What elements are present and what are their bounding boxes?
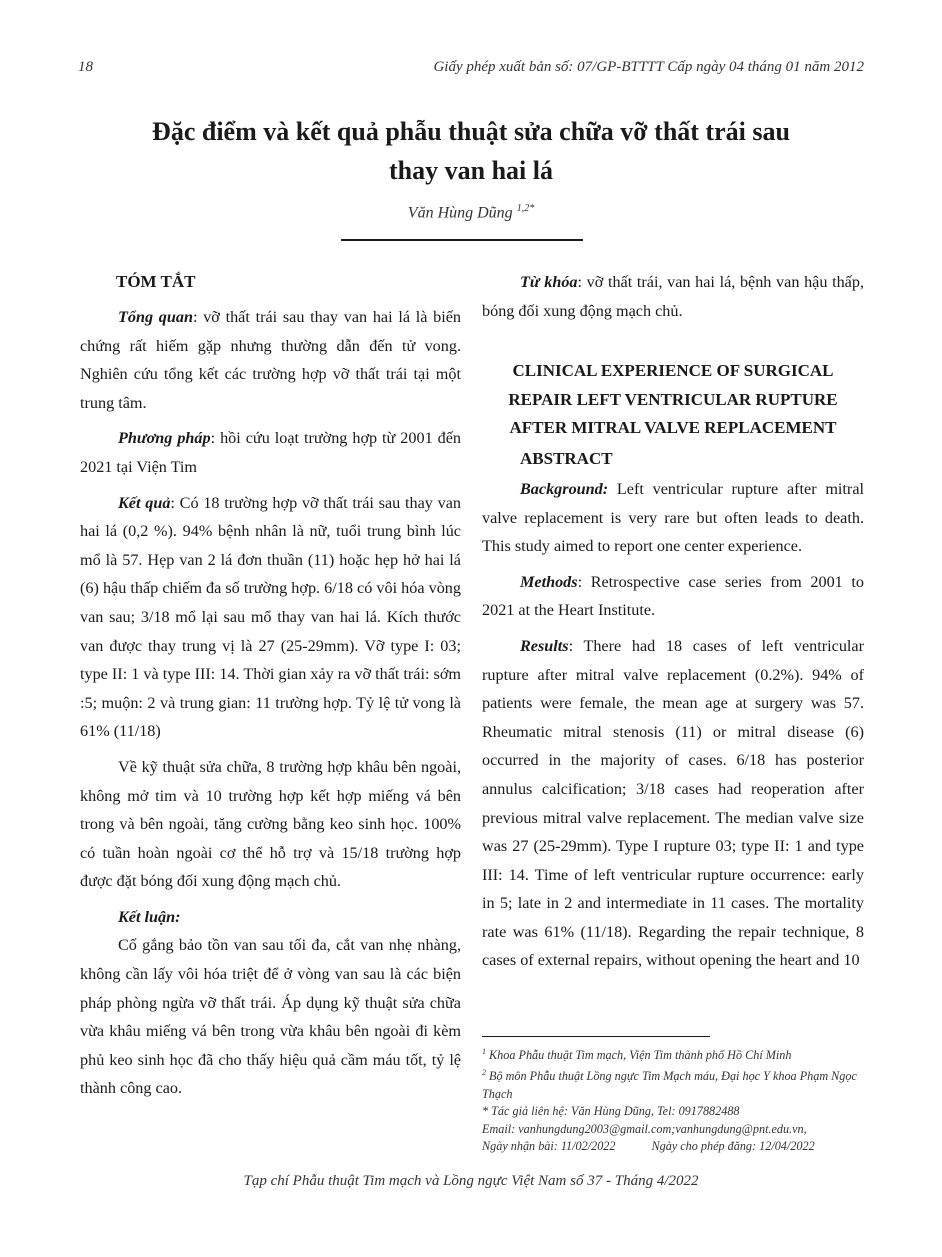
- author-affiliation: 1,2*: [516, 203, 535, 214]
- author-name: Văn Hùng Dũng: [407, 204, 513, 222]
- en-results-text: : There had 18 cases of left ventricular rupture after mitral valve replacement (0.2%). 94% of patients were female, the mean age at surgery was 57. Rheumatic mitral stenosis (11) or mitral disease (6) occurred in the majority of cases. 6/18 has posterior annulus calcification; 3/18 cases had reoperation after previous mitral valve replacement. The median valve size was 27 (25-29mm). Type I rupture 03; type II: 1 and type III: 14. Time of left ventricular rupture occurrence: early in 5; late in 2 and intermediate in 11 cases. The mortality rate was 61% (11/18). Regarding the repair technique, 8 cases of external repairs, without opening the heart and 10: [482, 636, 864, 970]
- overview-paragraph: [80, 303, 461, 417]
- article-title: [80, 112, 862, 190]
- en-results-label: Results: [520, 636, 569, 655]
- abstract-heading: ABSTRACT: [520, 448, 613, 468]
- en-results-paragraph: [482, 632, 864, 975]
- english-title: [482, 357, 864, 443]
- author-line: [0, 203, 942, 222]
- background-paragraph: [482, 475, 864, 561]
- footnote-affiliation-1: $^1$ Khoa Phẫu thuật Tim mạch, Viện Tim thành phố Hồ Chí Minh: [482, 1047, 792, 1063]
- english-title-line-1: CLINICAL EXPERIENCE OF SURGICAL: [512, 361, 834, 381]
- methods-text: : hồi cứu loạt trường hợp từ 2001 đến 2021 tại Viện Tim: [80, 429, 462, 476]
- conclusion-label: Kết luận:: [118, 907, 181, 926]
- received-date: Ngày nhận bài: 11/02/2022: [482, 1139, 616, 1154]
- summary-heading: TÓM TẮT: [116, 272, 196, 291]
- conclusion-text: Cố gắng bảo tồn van sau tối đa, cắt van nhẹ nhàng, không cần lấy vôi hóa triệt để ở vòng van sau là các biện pháp phòng ngừa vỡ thất trái. Áp dụng kỹ thuật sửa chữa vừa khâu miếng vá bên trong vừa khâu bên ngoài đi kèm phủ keo sinh học đã cho thấy hiệu quả cầm máu tốt, tỷ lệ thành công cao.: [80, 936, 461, 1098]
- results-label: Kết quả: [118, 493, 171, 512]
- en-methods-label: Methods: [520, 572, 578, 591]
- footnote-divider: [482, 1036, 710, 1037]
- footnote-contact: * Tác giả liên hệ: Văn Hùng Dũng, Tel: 0917882488: [482, 1104, 740, 1119]
- en-methods-paragraph: [482, 568, 864, 625]
- page-number: 18: [78, 59, 93, 75]
- english-title-line-2: REPAIR LEFT VENTRICULAR RUPTURE: [508, 389, 838, 409]
- author-divider: [341, 239, 583, 241]
- results-text: : Có 18 trường hợp vỡ thất trái sau thay van hai lá (0,2 %). 94% bệnh nhân là nữ, tuổi trung bình lúc mổ là 57. Hẹp van 2 lá đơn thuần (11) hoặc hẹp hở hai lá (6) hậu thấp chiếm đa số trường hợp. 6/18 có vôi hóa vòng van sau; 3/18 mổ lại sau mổ thay van hai lá. Kích thước van được thay trung vị là 27 (25-29mm). Vỡ type I: 03; type II: 1 và type III: 14. Thời gian xảy ra vỡ thất trái: sớm :5; muộn: 2 và trung gian: 11 trường hợp. Tỷ lệ tử vong là 61% (11/18): [80, 493, 461, 741]
- background-text: Left ventricular rupture after mitral valve replacement is very rare but often leads to death. This study aimed to report one center experience.: [482, 479, 864, 556]
- keywords-paragraph: [482, 268, 864, 325]
- background-label: Background:: [520, 479, 609, 498]
- title-line-1: Đặc điểm và kết quả phẫu thuật sửa chữa vỡ thất trái sau: [152, 117, 790, 146]
- title-line-2: thay van hai lá: [389, 156, 553, 185]
- running-header: [78, 59, 864, 81]
- overview-text: : vỡ thất trái sau thay van hai lá là biến chứng rất hiếm gặp nhưng thường dẫn đến tử vong. Nghiên cứu tổng kết các trường hợp vỡ thất trái tại một trung tâm.: [80, 308, 461, 412]
- overview-label: Tổng quan: [118, 308, 193, 326]
- right-column: [482, 268, 864, 975]
- methods-label: Phương pháp: [118, 429, 211, 448]
- footnote-affiliation-2: $^2$ Bộ môn Phẫu thuật Lồng ngực Tim Mạch máu, Đại học Y khoa Phạm Ngọc Thạch: [482, 1068, 857, 1101]
- technique-paragraph: Về kỹ thuật sửa chữa, 8 trường hợp khâu bên ngoài, không mở tim và 10 trường hợp kết hợp miếng vá bên trong và bên ngoài, tăng cường bằng keo sinh học. 100% có tuần hoàn ngoài cơ thể hỗ trợ và 15/18 trường hợp được đặt bóng đối xung động mạch chủ.: [80, 757, 461, 891]
- footnote-dates: [482, 1138, 864, 1155]
- left-column: [80, 268, 461, 1103]
- keywords-text: : vỡ thất trái, van hai lá, bệnh van hậu thấp, bóng đối xung động mạch chủ.: [482, 273, 864, 320]
- accepted-date: Ngày cho phép đăng: 12/04/2022: [651, 1139, 815, 1154]
- en-methods-text: : Retrospective case series from 2001 to 2021 at the Heart Institute.: [482, 572, 864, 620]
- footnotes: [482, 1043, 864, 1156]
- keywords-label: Từ khóa: [520, 273, 578, 291]
- english-title-line-3: AFTER MITRAL VALVE REPLACEMENT: [509, 418, 837, 438]
- journal-footer: Tạp chí Phẫu thuật Tim mạch và Lồng ngực Việt Nam số 37 - Tháng 4/2022: [243, 1173, 699, 1189]
- results-paragraph: [80, 489, 461, 746]
- license-line: Giấy phép xuất bản số: 07/GP-BTTTT Cấp ngày 04 tháng 01 năm 2012: [433, 59, 864, 75]
- methods-paragraph: [80, 424, 461, 481]
- footnote-email: Email: vanhungdung2003@gmail.com;vanhungdung@pnt.edu.vn,: [482, 1121, 807, 1136]
